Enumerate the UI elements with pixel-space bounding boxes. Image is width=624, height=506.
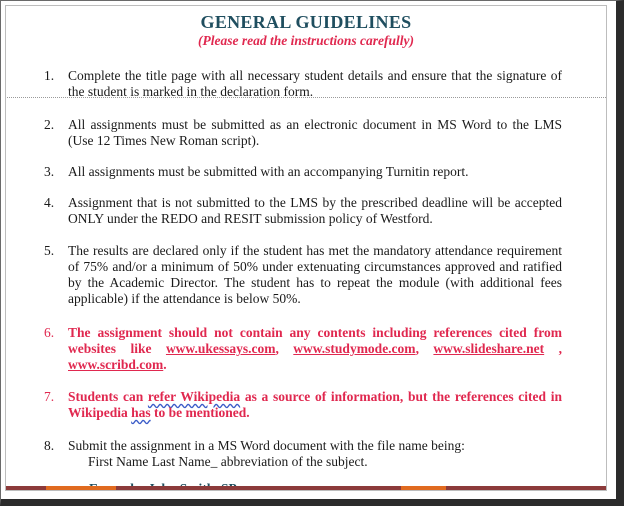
item-text-c: as a source of information, but the references cited in Wikipedia xyxy=(68,389,562,420)
item-subline: First Name Last Name_ abbreviation of the subject. xyxy=(88,454,368,469)
item-number: 2. xyxy=(44,117,55,132)
guideline-item-4 xyxy=(44,195,562,227)
guideline-item-6 xyxy=(44,325,562,373)
item-text-e: to be mentioned. xyxy=(150,405,250,420)
bottom-accent-right xyxy=(401,486,446,490)
page-title: GENERAL GUIDELINES xyxy=(200,12,412,32)
guideline-item-5 xyxy=(44,243,562,307)
guideline-item-7 xyxy=(44,389,562,421)
item-number: 4. xyxy=(44,195,55,210)
bottom-accent-left xyxy=(46,486,116,490)
item-text: Assignment that is not submitted to the LMS by the prescribed deadline will be accepted ONLY under the REDO and RESIT submission policy of Westford. xyxy=(68,195,562,226)
link-slideshare[interactable]: www.slideshare.net xyxy=(433,341,545,356)
page-subtitle: (Please read the instructions carefully) xyxy=(198,33,414,48)
item-text-main: Submit the assignment in a MS Word document with the file name being: xyxy=(68,438,465,453)
spellcheck-phrase: refer Wikipedia xyxy=(147,389,241,404)
item-text-a: Students can xyxy=(68,389,148,404)
item-text-lead: The assignment should not contain any contents including references cited from websites like xyxy=(68,325,562,356)
item-number: 5. xyxy=(44,243,55,258)
guideline-item-2 xyxy=(44,117,562,149)
item-text: The results are declared only if the student has met the mandatory attendance requirement of 75% and/or a minimum of 50% under extenuating circumstances approved and ratified by the Academic Director. The student has to repeat the module (with additional fees applicable) if the attendance is below 50%. xyxy=(68,243,562,306)
item-text: Complete the title page with all necessary student details and ensure that the signature of the student is marked in the declaration form. xyxy=(68,68,562,99)
guideline-item-3 xyxy=(44,164,562,180)
item-text xyxy=(68,438,562,470)
item-number: 7. xyxy=(44,389,55,404)
link-ukessays[interactable]: www.ukessays.com xyxy=(165,341,276,356)
item-text: The assignment should not contain any contents including references cited from websites like www.ukessays.com, www.studymode.com, www.slideshare.net , www.scribd.com. xyxy=(68,325,563,372)
item-number: 1. xyxy=(44,68,55,83)
item-number: 6. xyxy=(44,325,55,340)
guideline-item-8 xyxy=(44,438,562,470)
guideline-item-1 xyxy=(44,68,562,100)
item-number: 3. xyxy=(44,164,55,179)
document-page xyxy=(5,5,607,491)
item-number: 8. xyxy=(44,438,55,453)
item-text: All assignments must be submitted with an accompanying Turnitin report. xyxy=(68,164,469,179)
spellcheck-word: has xyxy=(131,405,151,420)
item-text xyxy=(68,389,562,421)
item-text: All assignments must be submitted as an electronic document in MS Word to the LMS (Use 12 Times New Roman script). xyxy=(68,117,562,148)
link-studymode[interactable]: www.studymode.com xyxy=(293,341,416,356)
link-scribd[interactable]: www.scribd.com xyxy=(68,357,164,372)
